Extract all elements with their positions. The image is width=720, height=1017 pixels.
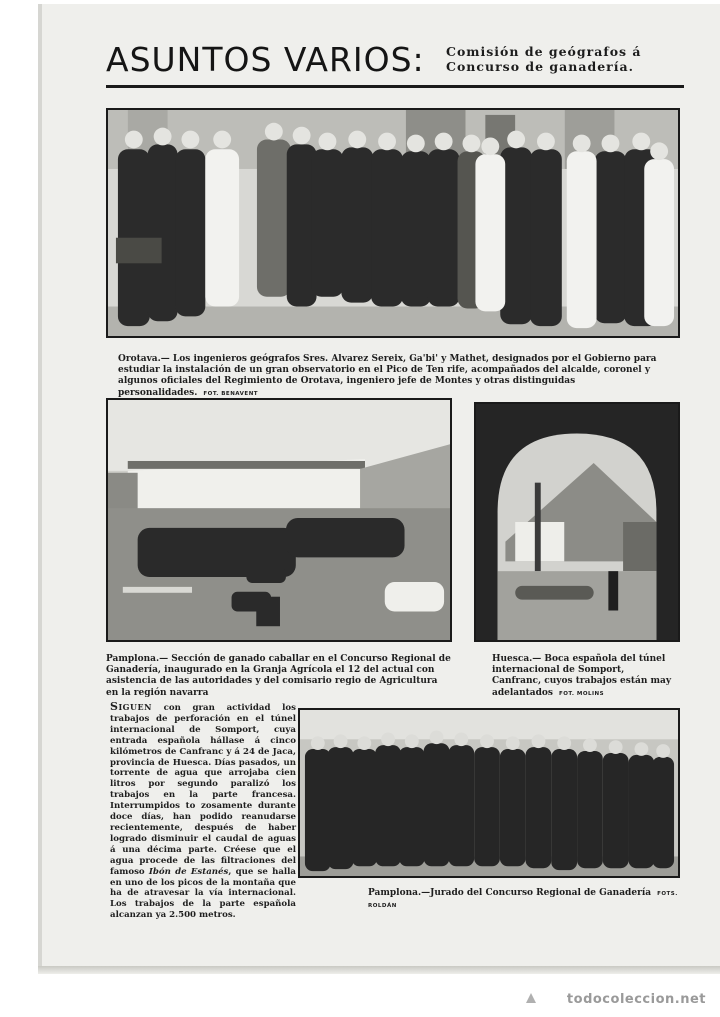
caption-pamplona-jurado-text: —Jurado del Concurso Regional de Ganadería [421, 888, 652, 898]
caption-pamplona-ganado-text: — Sección de ganado caballar en el Concurso Regional de Ganadería, inaugurado en la Granja Agrícola el 12 del actual con asistencia de las autoridades y del comisario regio de Agricultura en la región navarra [106, 654, 451, 698]
page-subtitle [446, 44, 642, 74]
subtitle-line-2: Concurso de ganadería. [446, 59, 634, 74]
caption-huesca [492, 654, 672, 700]
article-body-1: con gran actividad los trabajos de perforación en el túnel internacional de Somport, cuya entrada española hállase á cinco kilómetros de Canfranc y á 24 de Jaca, provincia de Huesca. Días pasados, un torrente de agua que arrojaba cien litros por segundo paralizó los trabajos en la parte francesa. Interrumpidos to zosamente durante doce días, han podido reanudarse recientemente, después de haber logrado disminuir el caudal de aguas á una décima parte. Créese que el agua procede de las filtraciones del famoso [110, 703, 296, 877]
credit-huesca: FOT. MOLINS [559, 690, 605, 697]
photo-pamplona-ganado-image [108, 400, 450, 640]
caption-orotava-text: — Los ingenieros geógrafos Sres. Alvarez Sereix, Ga'bi' y Mathet, designados por el Gobierno para estudiar la instalación de un gran observatorio en el Pico de Ten rife, acompañados del alcalde, coronel y algunos oficiales del Regimiento de Orotava, ingeniero jefe de Montes y otras distinguidas personalidades. [118, 354, 657, 398]
caption-pamplona-ganado [106, 654, 452, 699]
caption-pamplona-jurado-place: Pamplona. [368, 888, 422, 898]
photo-orotava-image [108, 110, 678, 336]
article-body-italic: Ibón de Estanés [148, 866, 229, 877]
photo-huesca-tunel-image [476, 404, 678, 640]
photo-orotava-group [106, 108, 680, 338]
photo-pamplona-ganado [106, 398, 452, 642]
credit-pamplona-jurado: FOTS. ROLDÁN [368, 891, 678, 910]
caption-orotava-place: Orotava. [118, 354, 161, 364]
photo-pamplona-jurado [298, 708, 680, 878]
header-rule [106, 85, 684, 88]
watermark-logo-icon [524, 991, 538, 1005]
photo-pamplona-jurado-image [300, 710, 678, 876]
caption-pamplona-ganado-place: Pamplona. [106, 654, 160, 664]
watermark-text: todocoleccion.net [566, 992, 706, 1007]
article-body-2: , que se halla en uno de los picos de la montaña que ha de atravesar la vía internacional. Los trabajos de la parte española alcanzan ya 2.500 metros. [110, 866, 297, 921]
credit-orotava: FOT. BENAVENT [203, 390, 259, 397]
caption-orotava [118, 354, 678, 400]
caption-huesca-place: Huesca. [492, 654, 533, 664]
caption-pamplona-jurado [368, 888, 680, 912]
page-title: ASUNTOS VARIOS: [106, 40, 425, 79]
paper-edge-shadow [38, 966, 720, 974]
article-somport [110, 702, 296, 921]
photo-huesca-tunel [474, 402, 680, 642]
caption-huesca-text: — Boca española del túnel internacional de Somport, Canfranc, cuyos trabajos están may adelantados [492, 654, 672, 698]
subtitle-line-1: Comisión de geógrafos á [446, 44, 642, 59]
page-header [106, 40, 684, 88]
article-lead: Siguen [110, 700, 152, 713]
